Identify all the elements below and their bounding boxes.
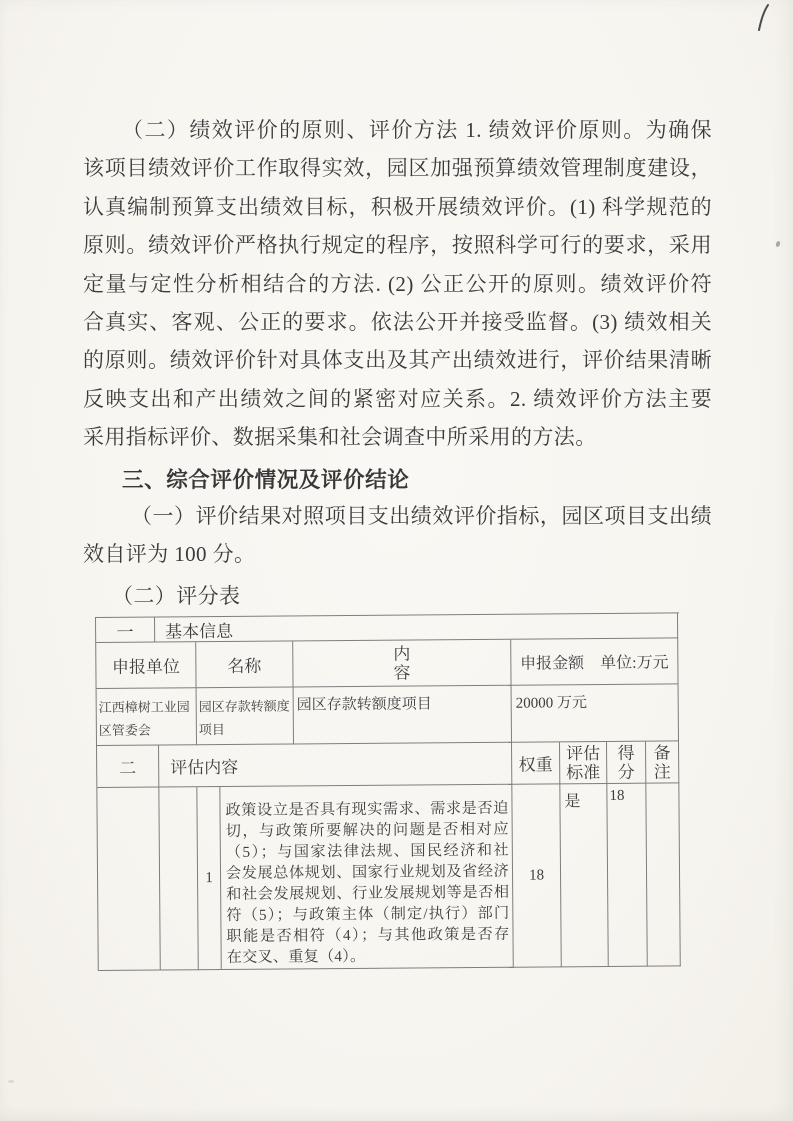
- scan-speck: [8, 1080, 14, 1083]
- text-line: （二）绩效评价的原则、评价方法 1. 绩效评价原则。为确保: [122, 118, 712, 142]
- table-cell-empty: [159, 787, 198, 970]
- text-line: 合真实、客观、公正的要求。依法公开并接受监督。(3) 绩效相关: [83, 309, 712, 334]
- table-header-score: 得 分: [607, 742, 646, 784]
- section-heading: 三、综合评价情况及评价结论: [122, 468, 410, 492]
- table-cell-section1-title: 基本信息: [155, 613, 678, 642]
- table-row-basic-info-headers: [96, 638, 679, 689]
- text-line: 原则。绩效评价严格执行规定的程序，按照科学可行的要求，采用: [83, 233, 712, 258]
- text-line: 职能是否相符（4）；与其他政策是否存: [226, 925, 510, 945]
- table-header-weight: 权重: [512, 742, 560, 784]
- text-line: （一）评价结果对照项目支出绩效评价指标，园区项目支出绩: [131, 504, 712, 528]
- text-line: 切，与政策所要解决的问题是否相对应: [225, 820, 509, 840]
- table-cell-section2-index: 二: [97, 746, 159, 788]
- table-cell-declaring-unit: 江西樟树工业园 区管委会: [97, 688, 197, 746]
- table-header-note: 备 注: [646, 741, 679, 783]
- text-line: 定量与定性分析相结合的方法. (2) 公正公开的原则。绩效评价符: [83, 271, 712, 296]
- table-row-basic-info-values: [97, 684, 680, 746]
- table-cell-item-number: 1: [197, 787, 221, 970]
- text-line: 符（5）；与政策主体（制定/执行）部门: [226, 904, 510, 924]
- text-line: 会发展总体规划、国家行业规划及省经济: [225, 862, 510, 882]
- table-cell-section2-title: 评估内容: [159, 743, 512, 788]
- table-header-name: 名称: [196, 641, 293, 688]
- paragraph-evaluation-principles: [83, 111, 712, 457]
- paragraph-score-table-label: [83, 577, 712, 615]
- table-row-section2-header: [97, 741, 680, 788]
- table-cell-weight: 18: [512, 784, 561, 967]
- text-line: 效自评为 100 分。: [83, 542, 256, 567]
- paragraph-evaluation-result: [83, 497, 712, 574]
- table-header-content: 内 容: [293, 640, 511, 688]
- scan-speck: [775, 241, 781, 248]
- table-header-declaring-unit: 申报单位: [96, 642, 196, 689]
- table-header-declared-amount: 申报金额 单位:万元: [511, 638, 678, 685]
- text-line: 在交叉、重复（4）。: [226, 947, 366, 966]
- table-cell-evaluation-standard: 是: [560, 784, 608, 967]
- table-cell-section1-index: 一: [96, 618, 155, 643]
- table-row-assessment-item-1: [97, 783, 681, 971]
- text-line: 采用指标评价、数据采集和社会调查中所采用的方法。: [83, 425, 597, 450]
- text-line: 认真编制预算支出绩效目标，积极开展绩效评价。(1) 科学规范的: [83, 194, 712, 219]
- table-cell-empty: [97, 787, 160, 970]
- table-cell-note: [646, 783, 680, 966]
- text-line: 政策设立是否具有现实需求、需求是否迫: [225, 799, 509, 819]
- table-cell-project-name: 园区存款转额度 项目: [197, 687, 294, 745]
- table-header-evaluation-standard: 评估 标准: [560, 742, 607, 784]
- table-cell-assessment-text: [220, 785, 513, 970]
- table-cell-score: 18: [607, 784, 647, 967]
- score-table: [95, 612, 682, 971]
- pen-tick-mark: [752, 2, 774, 34]
- table-cell-declared-amount: 20000 万元: [512, 684, 679, 742]
- text-line: 反映支出和产出绩效之间的紧密对应关系。2. 绩效评价方法主要: [83, 386, 712, 411]
- text-line: （二）评分表: [112, 584, 241, 608]
- text-line: （5）；与国家法律法规、国民经济和社: [225, 841, 509, 861]
- text-line: 和社会发展规划、行业发展规划等是否相: [226, 883, 510, 903]
- text-line: 该项目绩效评价工作取得实效，园区加强预算绩效管理制度建设，: [83, 156, 712, 181]
- text-line: 的原则。绩效评价针对具体支出及其产出绩效进行，评价结果清晰: [83, 348, 712, 373]
- table-cell-project-content: 园区存款转额度项目: [294, 686, 512, 745]
